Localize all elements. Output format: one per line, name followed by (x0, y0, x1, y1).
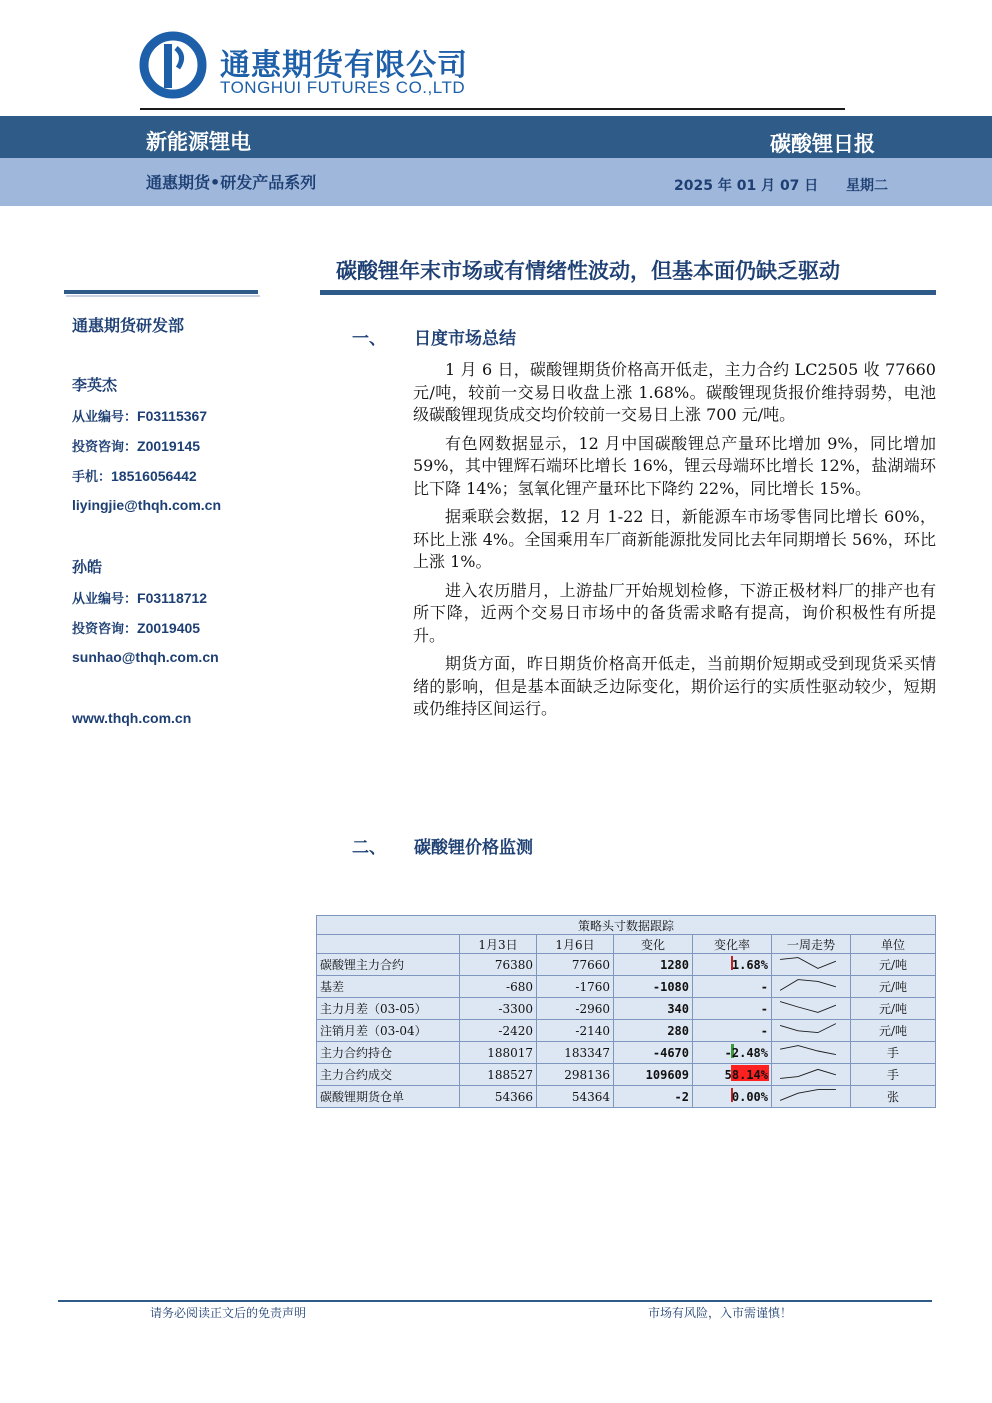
section-title: 碳酸锂价格监测 (414, 838, 533, 858)
row-label: 主力合约成交 (317, 1064, 460, 1086)
license-label: 从业编号： (72, 592, 138, 607)
change-rate-value: -2.48% (724, 1045, 768, 1060)
sparkline-icon (772, 1064, 844, 1082)
sidebar-top-shadow (66, 295, 260, 297)
change-rate-value: 58.14% (724, 1067, 768, 1082)
table-header-cell (317, 935, 460, 954)
change-rate-value: - (760, 979, 768, 994)
change-rate-value: 1.68% (731, 957, 768, 972)
consult-value: Z0019405 (137, 620, 201, 636)
table-row (317, 1086, 936, 1108)
change-value: -4670 (614, 1042, 693, 1064)
table-header-row (317, 935, 936, 954)
weekly-sparkline (772, 1064, 851, 1086)
company-name-en: TONGHUI FUTURES CO.,LTD (220, 78, 466, 97)
analyst-email-link[interactable]: sunhao@thqh.com.cn (72, 649, 219, 665)
change-rate (693, 1086, 772, 1108)
disclaimer-note: 请务必阅读正文后的免责声明 (150, 1306, 307, 1320)
value-jan6: 54364 (537, 1086, 614, 1108)
change-rate (693, 998, 772, 1020)
analyst-phone (72, 466, 197, 485)
change-value: -2 (614, 1086, 693, 1108)
website-link[interactable]: www.thqh.com.cn (72, 710, 192, 726)
change-value: 280 (614, 1020, 693, 1042)
sparkline-icon (772, 1042, 844, 1060)
change-value: 340 (614, 998, 693, 1020)
paragraph: 进入农历腊月，上游盐厂开始规划检修，下游正极材料厂的排产也有所下降，近两个交易日市场中的备货需求略有提高，询价积极性有所提升。 (413, 580, 936, 645)
sparkline-icon (772, 954, 844, 972)
phone-label: 手机： (72, 470, 112, 485)
table-header-cell: 1月6日 (537, 935, 614, 954)
value-jan3: 54366 (460, 1086, 537, 1108)
table-caption: 策略头寸数据跟踪 (317, 916, 936, 935)
value-jan3: 76380 (460, 954, 537, 976)
value-jan3: 188017 (460, 1042, 537, 1064)
table-header-cell: 变化 (614, 935, 693, 954)
company-name-cn: 通惠期货有限公司 (220, 48, 468, 83)
consult-label: 投资咨询： (72, 440, 138, 455)
analyst-consult (72, 436, 200, 455)
change-rate (693, 954, 772, 976)
paragraph: 1 月 6 日，碳酸锂期货价格高开低走，主力合约 LC2505 收 77660 元/吨，较前一交易日收盘上涨 1.68%。碳酸锂现货报价维持弱势，电池级碳酸锂现货成交均价较前一交易日上涨 700 元/吨。 (413, 360, 936, 424)
table-row (317, 976, 936, 998)
value-jan3: -680 (460, 976, 537, 998)
weekly-sparkline (772, 1020, 851, 1042)
change-rate (693, 1064, 772, 1086)
value-jan6: -2960 (537, 998, 614, 1020)
sparkline-icon (772, 998, 844, 1016)
page-title: 碳酸锂年末市场或有情绪性波动，但基本面仍缺乏驱动 (336, 259, 840, 283)
change-value: 109609 (614, 1064, 693, 1086)
unit: 手 (851, 1064, 936, 1086)
report-weekday: 星期二 (846, 178, 888, 194)
analyst-consult (72, 618, 200, 637)
row-label: 注销月差（03-04） (317, 1020, 460, 1042)
paragraph: 有色网数据显示，12 月中国碳酸锂总产量环比增加 9%，同比增加 59%，其中锂辉石端环比增长 16%，锂云母端环比增长 12%，盐湖端环比下降 14%；氢氧化锂产量环比下降约 22%，同比增长 15%。 (413, 433, 936, 498)
sparkline-icon (772, 1020, 844, 1038)
table-row (317, 998, 936, 1020)
section-number: 一、 (352, 329, 386, 349)
row-label: 碳酸锂主力合约 (317, 954, 460, 976)
analyst-name: 李英杰 (72, 376, 118, 394)
unit: 手 (851, 1042, 936, 1064)
value-jan3: 188527 (460, 1064, 537, 1086)
paragraph: 据乘联会数据，12 月 1-22 日，新能源车市场零售同比增长 60%，环比上涨 4%。全国乘用车厂商新能源批发同比去年同期增长 56%，环比上涨 1%。 (413, 507, 936, 571)
sparkline-icon (772, 1086, 844, 1104)
report-date: 2025 年 01 月 07 日 (674, 178, 819, 194)
row-label: 碳酸锂期货仓单 (317, 1086, 460, 1108)
table-header-cell: 1月3日 (460, 935, 537, 954)
unit: 元/吨 (851, 954, 936, 976)
value-jan3: -3300 (460, 998, 537, 1020)
header-divider (140, 108, 845, 110)
table-header-cell: 单位 (851, 935, 936, 954)
table-row (317, 1064, 936, 1086)
analyst-email-link[interactable]: liyingjie@thqh.com.cn (72, 497, 221, 513)
company-logo-icon (138, 30, 208, 100)
report-type: 碳酸锂日报 (770, 132, 875, 156)
footer-divider (58, 1300, 932, 1302)
change-rate-value: - (760, 1001, 768, 1016)
paragraph: 期货方面，昨日期货价格高开低走，当前期价短期或受到现货采买情绪的影响，但是基本面缺乏边际变化，期价运行的实质性驱动较少，短期或仍维持区间运行。 (413, 654, 936, 718)
phone-value: 18516056442 (111, 468, 197, 484)
analyst-license (72, 406, 207, 425)
table-row (317, 954, 936, 976)
unit: 张 (851, 1086, 936, 1108)
license-label: 从业编号： (72, 410, 138, 425)
value-jan3: -2420 (460, 1020, 537, 1042)
weekly-sparkline (772, 1086, 851, 1108)
row-label: 基差 (317, 976, 460, 998)
table-header-cell: 一周走势 (772, 935, 851, 954)
table-row (317, 1042, 936, 1064)
change-rate-value: 0.00% (731, 1089, 768, 1104)
unit: 元/吨 (851, 1020, 936, 1042)
value-jan6: 298136 (537, 1064, 614, 1086)
change-value: 1280 (614, 954, 693, 976)
sidebar-top-bar (64, 290, 258, 294)
table-header-cell: 变化率 (693, 935, 772, 954)
weekly-sparkline (772, 976, 851, 998)
change-rate (693, 1020, 772, 1042)
weekly-sparkline (772, 998, 851, 1020)
report-series: 通惠期货•研发产品系列 (146, 173, 317, 192)
value-jan6: -2140 (537, 1020, 614, 1042)
value-jan6: 77660 (537, 954, 614, 976)
unit: 元/吨 (851, 998, 936, 1020)
analyst-name: 孙皓 (72, 558, 103, 576)
value-jan6: 183347 (537, 1042, 614, 1064)
change-rate-value: - (760, 1023, 768, 1038)
license-value: F03115367 (137, 408, 208, 424)
change-rate (693, 1042, 772, 1064)
change-value: -1080 (614, 976, 693, 998)
consult-label: 投资咨询： (72, 622, 138, 637)
consult-value: Z0019145 (137, 438, 201, 454)
row-label: 主力月差（03-05） (317, 998, 460, 1020)
department-name: 通惠期货研发部 (72, 316, 185, 335)
row-label: 主力合约持仓 (317, 1042, 460, 1064)
change-rate (693, 976, 772, 998)
license-value: F03118712 (137, 590, 208, 606)
risk-warning: 市场有风险，入市需谨慎！ (648, 1306, 793, 1320)
unit: 元/吨 (851, 976, 936, 998)
market-summary-body (413, 359, 936, 727)
weekly-sparkline (772, 1042, 851, 1064)
price-monitor-table (316, 915, 936, 1108)
title-underline (320, 290, 936, 295)
value-jan6: -1760 (537, 976, 614, 998)
section-title: 日度市场总结 (414, 329, 516, 349)
section-number: 二、 (352, 838, 386, 858)
sparkline-icon (772, 976, 844, 994)
weekly-sparkline (772, 954, 851, 976)
analyst-license (72, 588, 207, 607)
table-row (317, 1020, 936, 1042)
report-category: 新能源锂电 (146, 130, 251, 154)
